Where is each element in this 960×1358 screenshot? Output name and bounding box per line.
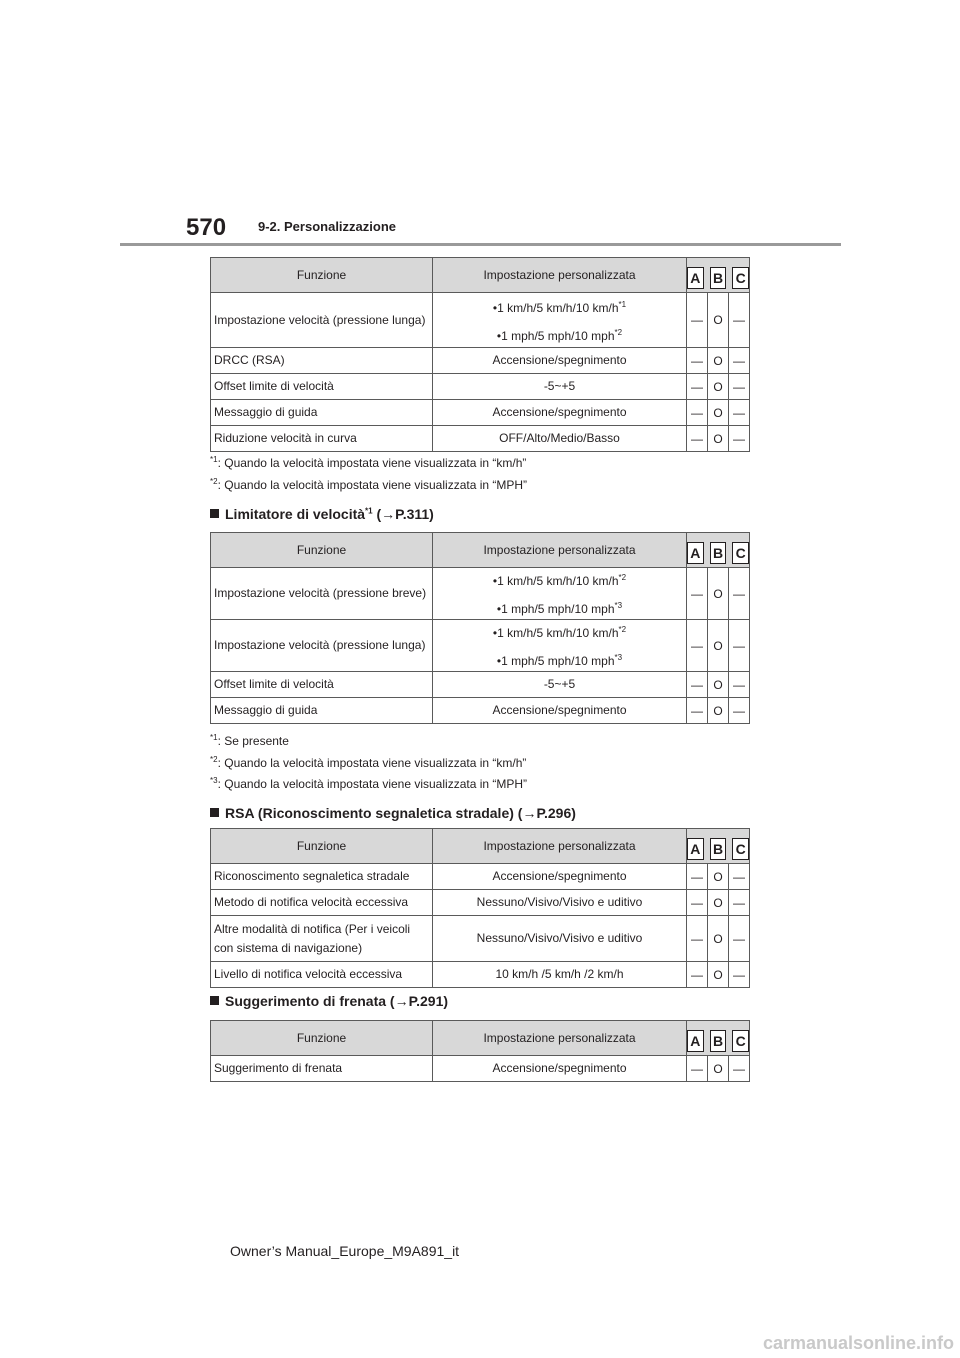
column-header-abc	[687, 258, 750, 293]
setting-option: •1 mph/5 mph/10 mph	[496, 328, 615, 343]
table-row	[211, 1056, 750, 1082]
cell-b: O	[708, 1056, 729, 1082]
section-heading-speed-limiter: Limitatore di velocità$^{*1}$ (→P.311)	[210, 506, 434, 522]
function-cell: Messaggio di guida	[211, 400, 433, 426]
settings-table-brake-suggestion	[210, 1020, 750, 1082]
cell-b: O	[708, 916, 729, 962]
setting-cell: Nessuno/Visivo/Visivo e uditivo	[433, 890, 687, 916]
cell-b: O	[708, 374, 729, 400]
footnote-ref: *3	[614, 601, 623, 610]
page-reference-link[interactable]: (→P.311)	[372, 506, 434, 522]
cell-b: O	[708, 890, 729, 916]
footnote: $^{*2}$: Quando la velocità impostata viene visualizzata in “MPH”	[210, 477, 528, 492]
cell-c: —	[729, 698, 750, 724]
function-cell: Offset limite di velocità	[211, 374, 433, 400]
column-header-setting: Impostazione personalizzata	[433, 258, 687, 293]
cell-c: —	[729, 620, 750, 672]
table-header-row	[211, 533, 750, 568]
function-cell: Metodo di notifica velocità eccessiva	[211, 890, 433, 916]
setting-cell: -5~+5	[433, 374, 687, 400]
table-row	[211, 698, 750, 724]
settings-table-drcc	[210, 257, 750, 452]
table-row	[211, 426, 750, 452]
cell-a: —	[687, 400, 708, 426]
table-row	[211, 293, 750, 348]
table-row	[211, 864, 750, 890]
cell-b: O	[708, 864, 729, 890]
header-divider	[120, 243, 841, 246]
cell-c: —	[729, 400, 750, 426]
column-c-label: C	[732, 1030, 749, 1052]
cell-a: —	[687, 374, 708, 400]
square-bullet-icon	[210, 808, 219, 817]
column-header-abc	[687, 829, 750, 864]
cell-c: —	[729, 890, 750, 916]
table-row	[211, 620, 750, 672]
function-cell: Messaggio di guida	[211, 698, 433, 724]
column-c-label: C	[732, 542, 749, 564]
footnote: $^{*2}$: Quando la velocità impostata viene visualizzata in “km/h”	[210, 755, 527, 770]
page-number: 570	[186, 214, 227, 241]
table-row	[211, 568, 750, 620]
function-cell: Offset limite di velocità	[211, 672, 433, 698]
table-row	[211, 374, 750, 400]
column-b-label: B	[710, 542, 727, 564]
cell-a: —	[687, 568, 708, 620]
column-header-function: Funzione	[211, 533, 433, 568]
setting-cell: Nessuno/Visivo/Visivo e uditivo	[433, 916, 687, 962]
column-a-label: A	[687, 267, 704, 289]
settings-table-speed-limiter	[210, 532, 750, 724]
setting-cell: Accensione/spegnimento	[433, 1056, 687, 1082]
cell-a: —	[687, 620, 708, 672]
function-cell: Impostazione velocità (pressione breve)	[211, 568, 433, 620]
table-row	[211, 672, 750, 698]
cell-b: O	[708, 962, 729, 988]
column-header-function: Funzione	[211, 258, 433, 293]
cell-b: O	[708, 672, 729, 698]
square-bullet-icon	[210, 509, 219, 518]
column-c-label: C	[732, 267, 749, 289]
column-a-label: A	[687, 838, 704, 860]
table-row	[211, 890, 750, 916]
cell-a: —	[687, 916, 708, 962]
cell-c: —	[729, 568, 750, 620]
table-row	[211, 348, 750, 374]
setting-cell: 10 km/h /5 km/h /2 km/h	[433, 962, 687, 988]
cell-a: —	[687, 348, 708, 374]
setting-option: •1 km/h/5 km/h/10 km/h	[492, 574, 619, 588]
setting-cell: Accensione/spegnimento	[433, 864, 687, 890]
table-row	[211, 916, 750, 962]
column-header-abc	[687, 1021, 750, 1056]
setting-cell	[433, 620, 687, 672]
function-cell: Impostazione velocità (pressione lunga)	[211, 620, 433, 672]
setting-cell	[433, 568, 687, 620]
column-header-function: Funzione	[211, 1021, 433, 1056]
cell-b: O	[708, 348, 729, 374]
column-a-label: A	[687, 542, 704, 564]
table-header-row	[211, 258, 750, 293]
setting-cell	[433, 293, 687, 348]
setting-option: •1 km/h/5 km/h/10 km/h	[492, 300, 619, 315]
square-bullet-icon	[210, 996, 219, 1005]
column-header-setting: Impostazione personalizzata	[433, 533, 687, 568]
setting-option: •1 km/h/5 km/h/10 km/h	[492, 626, 619, 640]
watermark: carmanualsonline.info	[762, 1333, 954, 1353]
cell-c: —	[729, 864, 750, 890]
cell-c: —	[729, 348, 750, 374]
cell-c: —	[729, 293, 750, 348]
table-header-row	[211, 1021, 750, 1056]
column-header-setting: Impostazione personalizzata	[433, 1021, 687, 1056]
setting-cell: OFF/Alto/Medio/Basso	[433, 426, 687, 452]
footnote-ref: *2	[614, 327, 623, 337]
table-row	[211, 400, 750, 426]
cell-a: —	[687, 293, 708, 348]
cell-a: —	[687, 864, 708, 890]
cell-c: —	[729, 916, 750, 962]
footnote-ref: *2	[618, 573, 627, 582]
section-heading-brake-suggestion: Suggerimento di frenata (→P.291)	[210, 993, 448, 1009]
setting-cell: Accensione/spegnimento	[433, 698, 687, 724]
cell-c: —	[729, 1056, 750, 1082]
table-header-row	[211, 829, 750, 864]
column-a-label: A	[687, 1030, 704, 1052]
footnote: $^{*1}$: Quando la velocità impostata viene visualizzata in “km/h”	[210, 455, 527, 470]
section-title: 9-2. Personalizzazione	[258, 219, 396, 234]
setting-cell: Accensione/spegnimento	[433, 400, 687, 426]
column-b-label: B	[710, 1030, 727, 1052]
function-cell: Riduzione velocità in curva	[211, 426, 433, 452]
cell-a: —	[687, 1056, 708, 1082]
column-header-setting: Impostazione personalizzata	[433, 829, 687, 864]
function-cell: Impostazione velocità (pressione lunga)	[211, 293, 433, 348]
setting-cell: -5~+5	[433, 672, 687, 698]
footnote: $^{*1}$: Se presente	[210, 733, 289, 748]
column-c-label: C	[732, 838, 749, 860]
setting-cell: Accensione/spegnimento	[433, 348, 687, 374]
cell-b: O	[708, 568, 729, 620]
cell-a: —	[687, 962, 708, 988]
function-cell: Livello di notifica velocità eccessiva	[211, 962, 433, 988]
section-heading-rsa: RSA (Riconoscimento segnaletica stradale) (→P.296)	[210, 805, 576, 821]
settings-table-rsa	[210, 828, 750, 988]
setting-option: •1 mph/5 mph/10 mph	[496, 654, 615, 668]
cell-a: —	[687, 890, 708, 916]
cell-b: O	[708, 293, 729, 348]
function-cell: DRCC (RSA)	[211, 348, 433, 374]
footnote: $^{*3}$: Quando la velocità impostata viene visualizzata in “MPH”	[210, 776, 528, 791]
cell-b: O	[708, 400, 729, 426]
function-cell: Suggerimento di frenata	[211, 1056, 433, 1082]
setting-option: •1 mph/5 mph/10 mph	[496, 602, 615, 616]
column-header-function: Funzione	[211, 829, 433, 864]
footnote-ref: *3	[614, 653, 623, 662]
footnote-ref: *2	[618, 625, 627, 634]
cell-a: —	[687, 672, 708, 698]
column-b-label: B	[710, 267, 727, 289]
cell-a: —	[687, 698, 708, 724]
cell-b: O	[708, 698, 729, 724]
footer-manual-id: Owner’s Manual_Europe_M9A891_it	[230, 1243, 460, 1259]
table-row	[211, 962, 750, 988]
cell-c: —	[729, 672, 750, 698]
cell-c: —	[729, 962, 750, 988]
cell-c: —	[729, 426, 750, 452]
cell-b: O	[708, 426, 729, 452]
column-header-abc	[687, 533, 750, 568]
cell-b: O	[708, 620, 729, 672]
cell-a: —	[687, 426, 708, 452]
column-b-label: B	[710, 838, 727, 860]
function-cell: Riconoscimento segnaletica stradale	[211, 864, 433, 890]
function-cell: Altre modalità di notifica (Per i veicoli con sistema di navigazione)	[211, 916, 433, 962]
cell-c: —	[729, 374, 750, 400]
footnote-ref: *1	[618, 299, 627, 309]
